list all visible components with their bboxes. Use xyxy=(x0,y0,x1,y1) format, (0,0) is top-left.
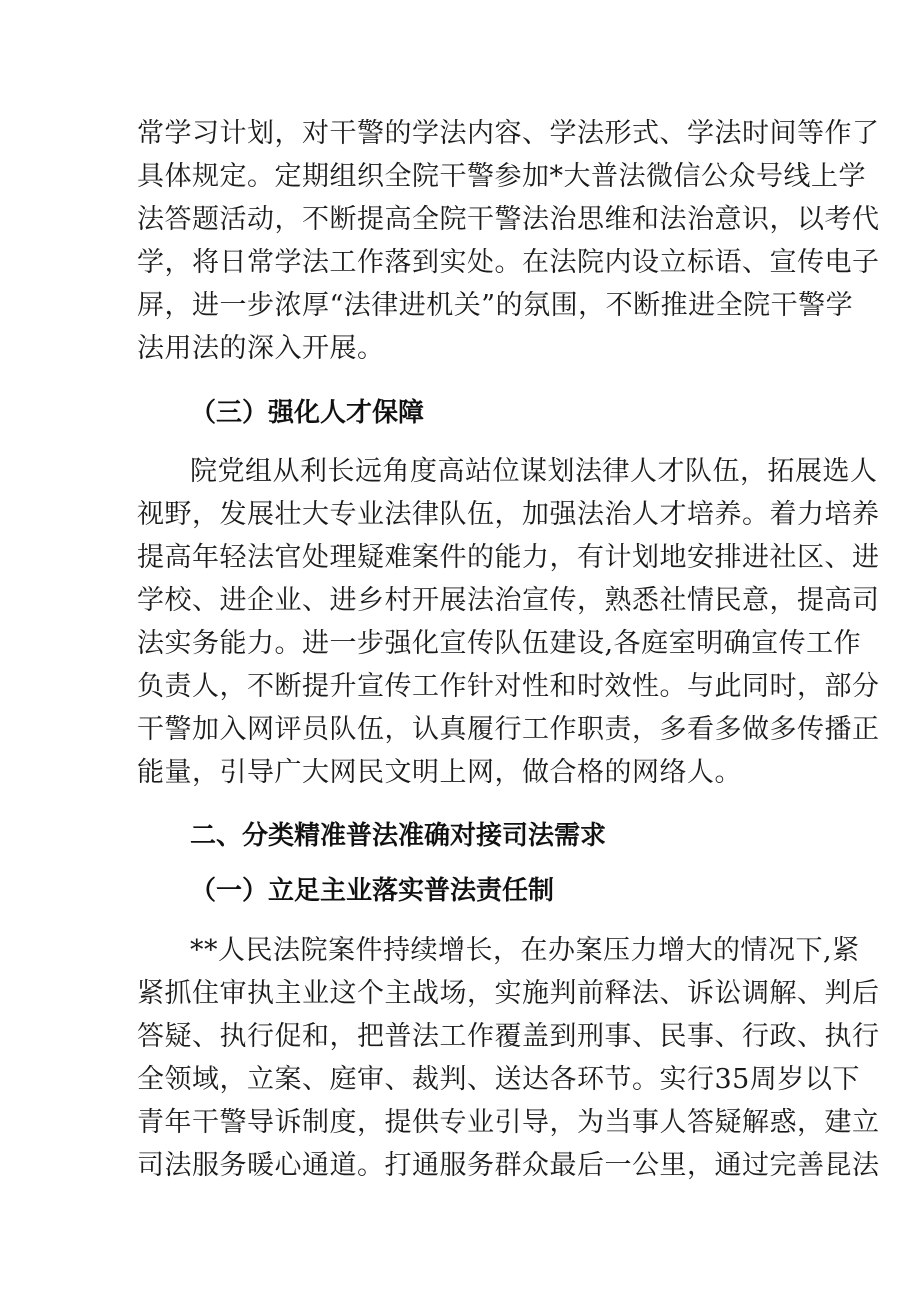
section-heading-1: （一）立足主业落实普法责任制 xyxy=(190,876,555,906)
paragraph-line: 法答题活动，不断提高全院干警法治思维和法治意识，以考代 xyxy=(137,204,880,235)
paragraph-line: 紧抓住审执主业这个主战场，实施判前释法、诉讼调解、判后 xyxy=(137,978,880,1009)
paragraph-line: 干警加入网评员队伍，认真履行工作职责，多看多做多传播正 xyxy=(137,714,880,745)
paragraph-line: 屏，进一步浓厚“法律进机关”的氛围，不断推进全院干警学 xyxy=(137,290,854,321)
paragraph-line: 具体规定。定期组织全院干警参加*大普法微信公众号线上学 xyxy=(137,161,866,192)
paragraph-line: 全领域，立案、庭审、裁判、送达各环节。实行35周岁以下 xyxy=(137,1064,860,1095)
paragraph-line: 答疑、执行促和，把普法工作覆盖到刑事、民事、行政、执行 xyxy=(137,1021,880,1052)
paragraph-line: 司法服务暖心通道。打通服务群众最后一公里，通过完善昆法 xyxy=(137,1150,880,1181)
paragraph-line: 视野，发展壮大专业法律队伍，加强法治人才培养。着力培养 xyxy=(137,499,880,530)
paragraph-line: 学校、进企业、进乡村开展法治宣传，熟悉社情民意，提高司 xyxy=(137,585,880,616)
paragraph-line: **人民法院案件持续增长，在办案压力增大的情况下,紧 xyxy=(190,935,860,966)
paragraph-line: 院党组从利长远角度高站位谋划法律人才队伍，拓展选人 xyxy=(190,456,878,487)
part-heading: 二、分类精准普法准确对接司法需求 xyxy=(190,821,607,851)
paragraph-line: 学，将日常学法工作落到实处。在法院内设立标语、宣传电子 xyxy=(137,247,880,278)
paragraph-line: 常学习计划，对干警的学法内容、学法形式、学法时间等作了 xyxy=(137,118,880,149)
section-heading-3: （三）强化人才保障 xyxy=(190,398,425,428)
paragraph-line: 提高年轻法官处理疑难案件的能力，有计划地安排进社区、进 xyxy=(137,542,880,573)
paragraph-line: 青年干警导诉制度，提供专业引导，为当事人答疑解惑，建立 xyxy=(137,1107,880,1138)
paragraph-line: 负责人，不断提升宣传工作针对性和时效性。与此同时，部分 xyxy=(137,671,880,702)
paragraph-line: 法实务能力。进一步强化宣传队伍建设,各庭室明确宣传工作 xyxy=(137,628,862,659)
paragraph-line: 能量，引导广大网民文明上网，做合格的网络人。 xyxy=(137,757,742,788)
paragraph-line: 法用法的深入开展。 xyxy=(137,333,385,364)
